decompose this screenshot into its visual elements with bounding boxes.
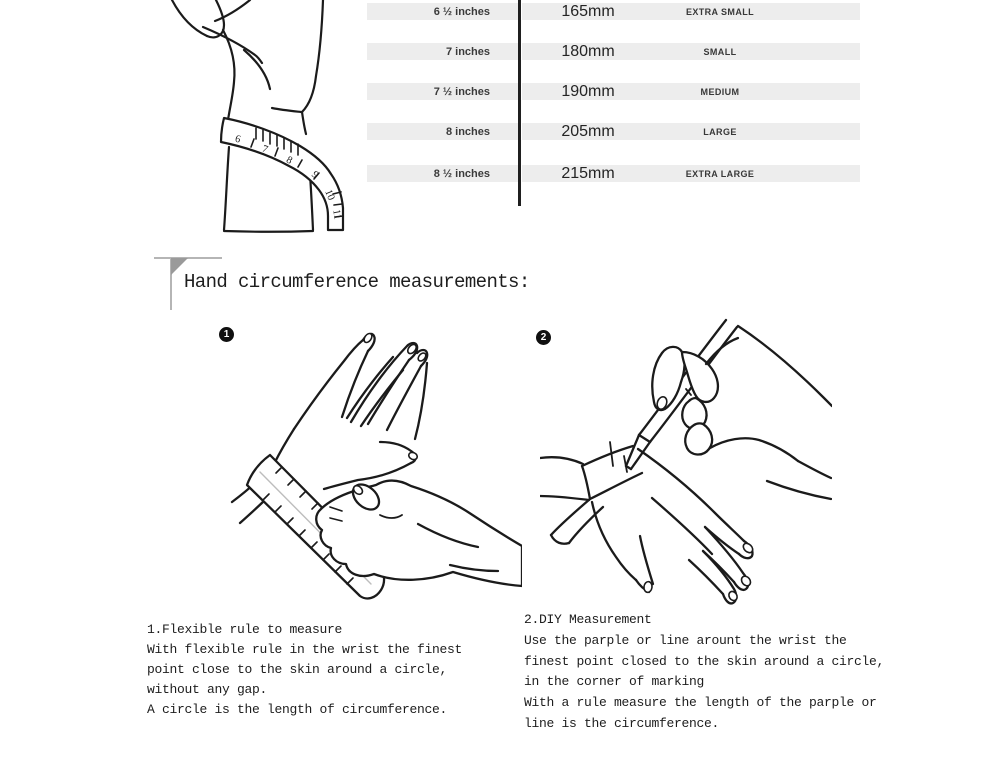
step-2-line: finest point closed to the skin around a circle,	[524, 653, 885, 669]
step-2-badge: 2	[536, 330, 551, 345]
tape-number-10: 10	[322, 188, 337, 202]
step2-pen-marking-illustration	[540, 318, 832, 618]
step-2-line: line is the circumference.	[524, 715, 720, 731]
step1-ruler-measure-illustration	[230, 325, 522, 625]
mm-cell: 205mm	[561, 122, 615, 140]
step-2-title: 2.DIY Measurement	[524, 612, 652, 627]
step-1-line: A circle is the length of circumference.	[147, 702, 448, 717]
step-2-line: Use the parple or line arount the wrist the	[524, 632, 847, 648]
wrist-strap-band	[540, 442, 642, 544]
size-name-cell: LARGE	[703, 126, 737, 137]
inches-cell: 8 ½ inches	[367, 165, 518, 182]
mm-cell: 180mm	[561, 42, 615, 60]
step-2-line: With a rule measure the length of the parple or	[524, 695, 877, 711]
size-name-cell: EXTRA LARGE	[685, 168, 755, 179]
size-name-cell: MEDIUM	[700, 86, 740, 97]
step-1-title: 1.Flexible rule to measure	[147, 622, 343, 637]
inches-cell: 8 inches	[367, 123, 518, 140]
step-2-line: in the corner of marking	[524, 674, 705, 690]
hand-outline	[172, 0, 323, 232]
tape-number-11: 11	[330, 208, 343, 221]
wrist-tape-measure-illustration	[60, 0, 405, 235]
section-heading: Hand circumference measurements:	[184, 271, 530, 293]
pen-holding-hand-outline	[652, 338, 831, 499]
table-divider-line	[518, 0, 521, 206]
step-1-caption	[147, 620, 462, 720]
inches-cell: 7 inches	[367, 43, 518, 60]
mm-cell: 165mm	[561, 2, 615, 20]
step-1-line: point close to the skin around a circle,	[147, 662, 448, 677]
inches-cell: 7 ½ inches	[367, 83, 518, 100]
tape-number-7: 7	[260, 143, 270, 156]
step-2-caption	[524, 610, 884, 735]
step-1-badge: 1	[219, 327, 234, 342]
tape-number-9: 9	[309, 169, 321, 181]
size-name-cell: SMALL	[703, 46, 737, 57]
mm-cell: 190mm	[561, 82, 615, 100]
tape-number-6: 6	[233, 133, 242, 146]
inches-cell: 6 ½ inches	[367, 3, 518, 20]
step-1-line: without any gap.	[147, 682, 268, 697]
step-1-line: With flexible rule in the wrist the finest	[147, 642, 463, 657]
mm-cell: 215mm	[561, 164, 615, 182]
size-name-cell: EXTRA SMALL	[685, 6, 755, 17]
measuring-tape	[221, 118, 343, 230]
marked-hand-outline	[592, 449, 755, 603]
tape-number-8: 8	[284, 154, 294, 167]
